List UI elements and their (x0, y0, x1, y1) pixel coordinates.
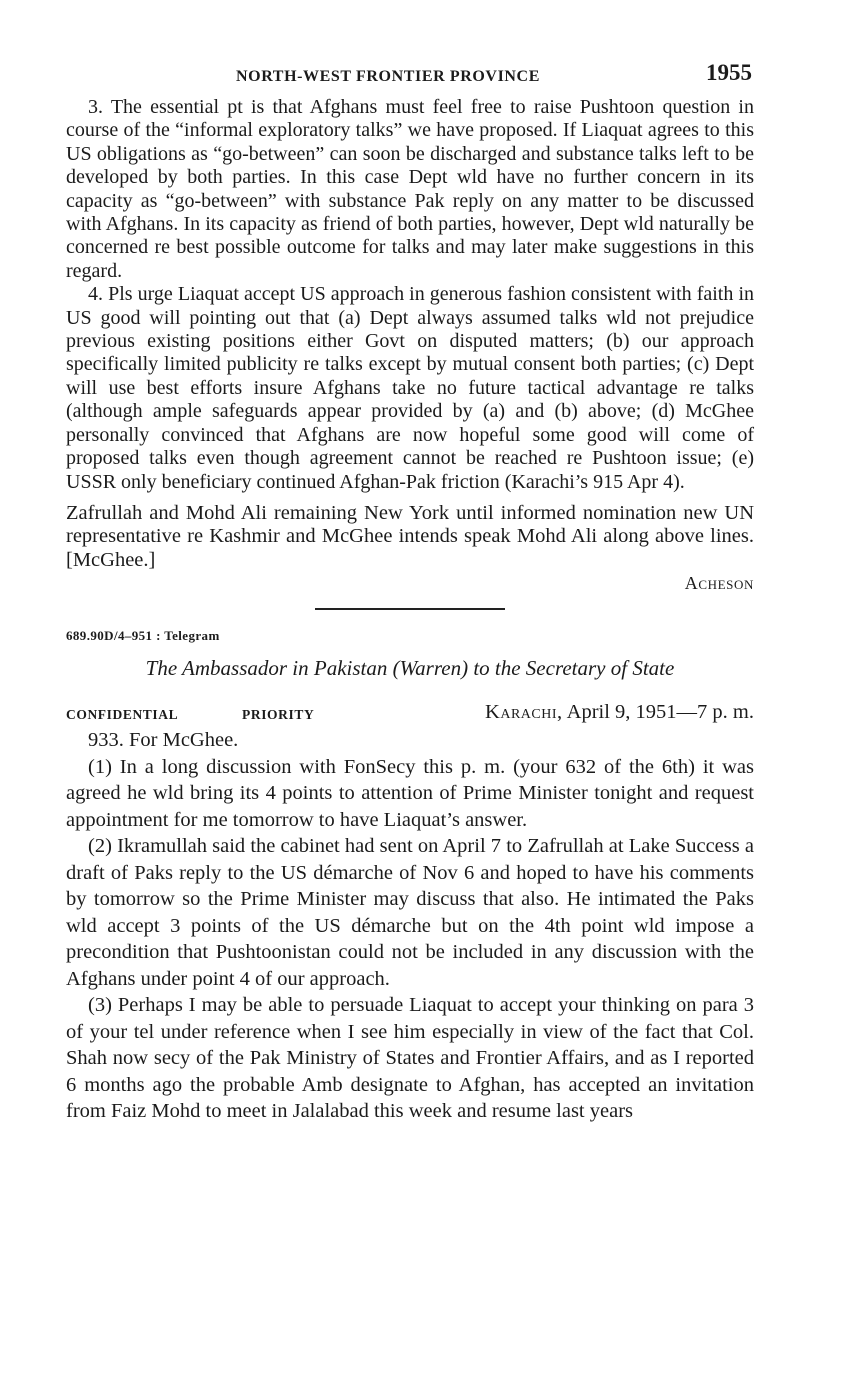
place-name: Karachi, (485, 701, 563, 724)
precedence-label: PRIORITY (242, 707, 315, 723)
paragraph-4: 4. Pls urge Liaquat accept US approach in generous fashion consistent with faith in US good will pointing out that (a) Dept always assumed talks wld not prejudice previous existing positions either Govt on disputed matters; (b) our approach specifically limited publicity re talks except by mutual consent both parties; (c) Dept will use best efforts insure Afghans take no future tactical advantage re talks (although ample safeguards appear provided by (a) and (b) above; (d) McGhee personally convinced that Afghans are now hopeful some good will come of proposed talks even though agreement cannot be reached re Pushtoon issue; (e) USSR only beneficiary continued Afghan-Pak friction (Karachi’s 915 Apr 4). (66, 283, 754, 493)
date-time: April 9, 1951—7 p. m. (566, 701, 754, 724)
running-title: NORTH-WEST FRONTIER PROVINCE (236, 68, 540, 85)
telegram-2-body (66, 727, 754, 1125)
telegram-1-body (66, 96, 754, 594)
opening-line: 933. For McGhee. (88, 729, 239, 752)
document-page (66, 60, 754, 1125)
place-and-date (485, 701, 754, 724)
paragraph-zafrullah: Zafrullah and Mohd Ali remaining New York until informed nomination new UN representative re Kashmir and McGhee intends speak Mohd Ali along above lines. [McGhee.] (66, 501, 754, 571)
classification-label: CONFIDENTIAL (66, 707, 179, 723)
file-reference: 689.90D/4–951 : Telegram (66, 628, 220, 644)
dateline (66, 701, 754, 727)
numbered-paragraph-3: (3) Perhaps I may be able to persuade Liaquat to accept your thinking on para 3 of your tel under reference when I see him especially in view of the fact that Col. Shah now secy of the Pak Ministry of States and Frontier Affairs, and as I reported 6 months ago the probable Amb designate to Afghan, has accepted an invitation from Faiz Mohd to meet in Jalalabad this week and resume last years (66, 994, 754, 1123)
paragraph-3: 3. The essential pt is that Afghans must feel free to raise Pushtoon question in course of the “informal exploratory talks” we have proposed. If Liaquat agrees to this US obligations as “go-between” can soon be discharged and substance talks left to be developed by both parties. In this case Dept wld have no further concern in its capacity as “go-between” with substance Pak reply on any matter to be discussed with Afghans. In its capacity as friend of both parties, however, Dept wld naturally be concerned re best possible outcome for talks and may later make suggestions in this regard. (66, 96, 754, 282)
running-head (66, 60, 754, 96)
numbered-paragraph-2: (2) Ikramullah said the cabinet had sent on April 7 to Zafrullah at Lake Success a draft of Paks reply to the US démarche of Nov 6 and hoped to have his comments by tomorrow so the Prime Minister may discuss that also. He intimated the Paks wld accept 3 points of the US démarche but on the 4th point wld impose a precondition that Pushtoonistan could not be included in any discussion with the Afghans under point 4 of our approach. (66, 835, 754, 990)
document-title: The Ambassador in Pakistan (Warren) to the Secretary of State (145, 656, 675, 681)
signature-acheson: Acheson (684, 573, 754, 594)
page-number: 1955 (706, 60, 752, 85)
section-divider (315, 608, 505, 610)
numbered-paragraph-1: (1) In a long discussion with FonSecy this p. m. (your 632 of the 6th) it was agreed he wld bring its 4 points to attention of Prime Minister tonight and request appointment for me tomorrow to have Liaquat’s answer. (66, 755, 754, 831)
